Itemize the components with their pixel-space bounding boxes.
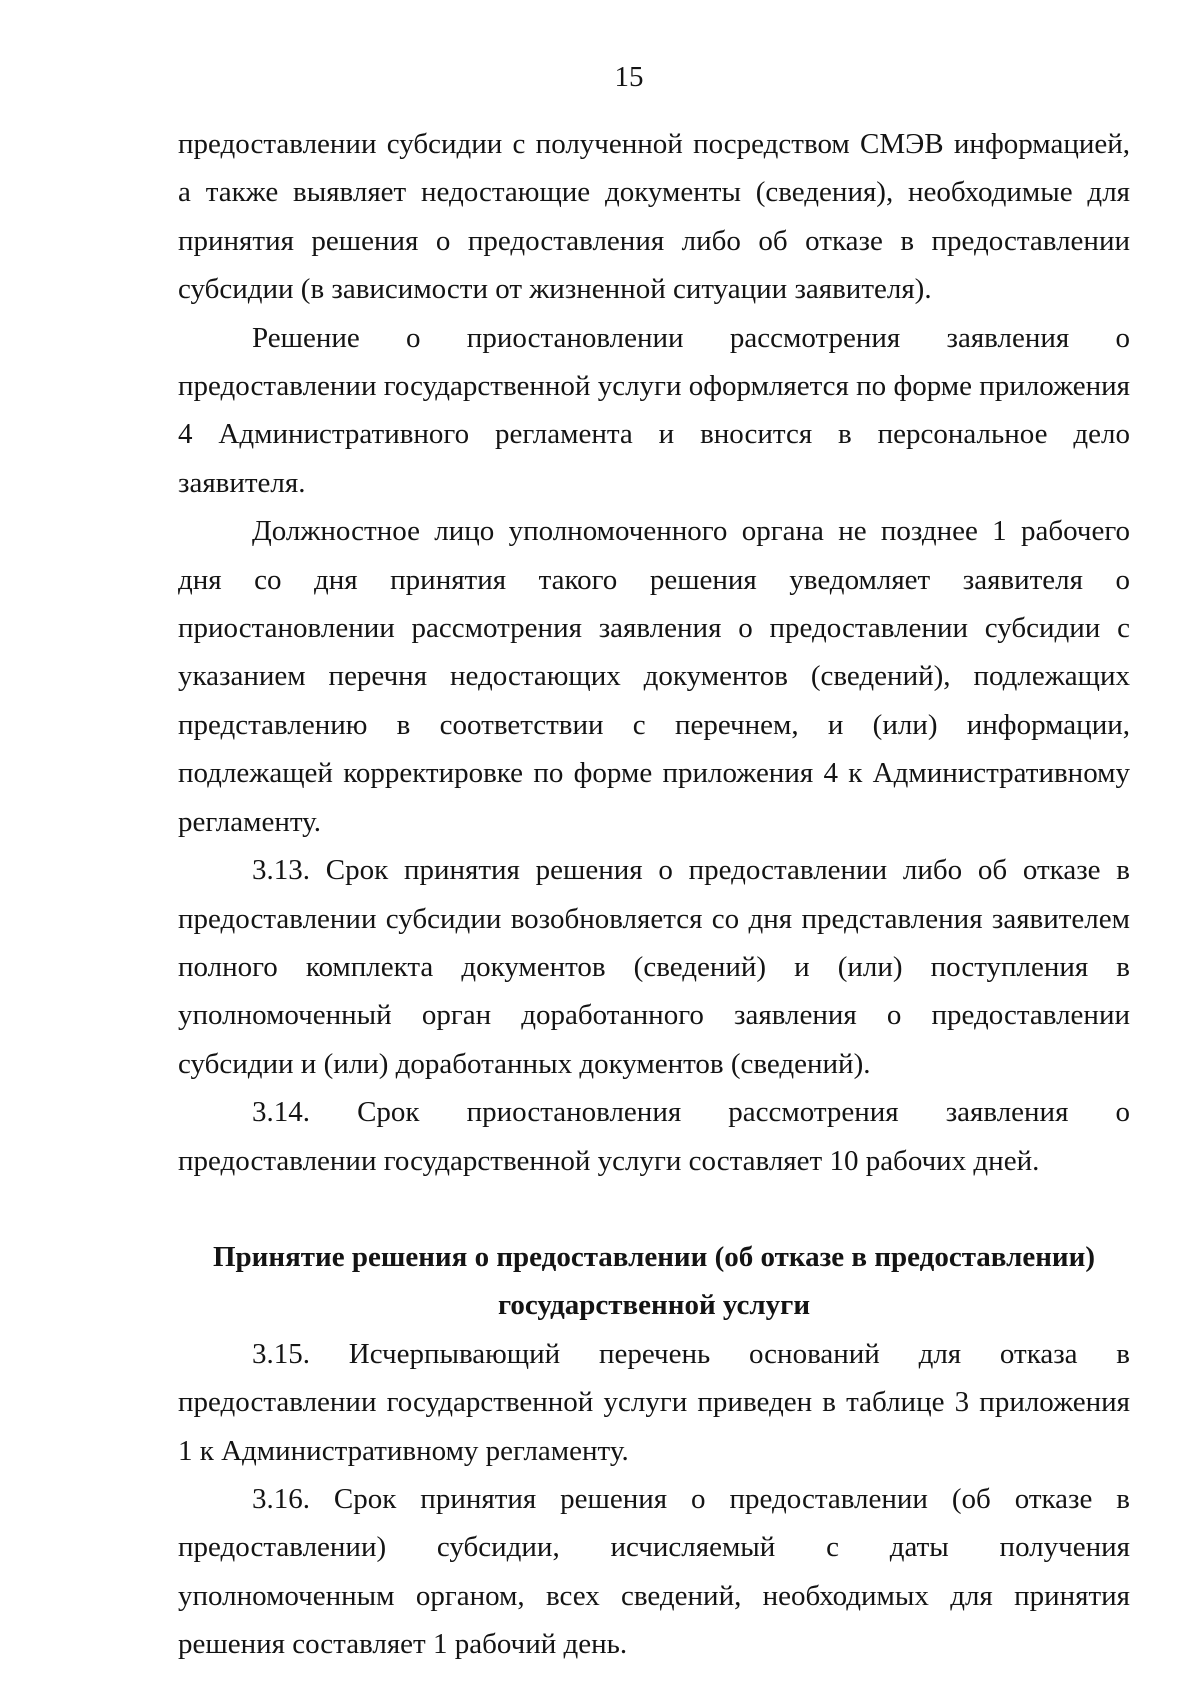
paragraph-continuation: предоставлении субсидии с полученной посредством СМЭВ информацией, а также выявляет недостающие документы (сведения), необходимые для принятия решения о предоставления либо об отказе в предоставлении субсидии (в зависимости от жизненной ситуации заявителя). (178, 128, 1130, 306)
paragraph-suspension-decision: Решение о приостановлении рассмотрения заявления о предоставлении государственной услуги оформляется по форме приложения 4 Административного регламента и вносится в персональное дело заявителя. (178, 321, 1130, 499)
paragraph-3-16: 3.16. Срок принятия решения о предоставлении (об отказе в предоставлении) субсидии, исчисляемый с даты получения уполномоченным органом, всех сведений, необходимых для принятия решения составляет 1 рабочий день. (178, 1482, 1130, 1661)
section-heading-line-2: государственной услуги (497, 1289, 811, 1322)
paragraph-3-15: 3.15. Исчерпывающий перечень оснований для отказа в предоставлении государственной услуги приведен в таблице 3 приложения 1 к Административному регламенту. (178, 1337, 1130, 1467)
section-heading-line-1: Принятие решения о предоставлении (об отказе в предоставлении) (213, 1240, 1095, 1273)
paragraph-3-13: 3.13. Срок принятия решения о предоставлении либо об отказе в предоставлении субсидии возобновляется со дня представления заявителем полного комплекта документов (сведений) и (или) поступления в уполномоченный орган доработанного заявления о предоставлении субсидии и (или) доработанных документов (сведений). (178, 854, 1130, 1080)
paragraph-3-14: 3.14. Срок приостановления рассмотрения заявления о предоставлении государственной услуги составляет 10 рабочих дней. (178, 1096, 1130, 1177)
document-body (178, 120, 1130, 1669)
page-number: 15 (614, 61, 644, 93)
paragraph-official-notification: Должностное лицо уполномоченного органа не позднее 1 рабочего дня со дня принятия такого решения уведомляет заявителя о приостановлении рассмотрения заявления о предоставлении субсидии с указанием перечня недостающих документов (сведений), подлежащих представлению в соответствии с перечнем, и (или) информации, подлежащей корректировке по форме приложения 4 к Административному регламенту. (178, 515, 1130, 838)
